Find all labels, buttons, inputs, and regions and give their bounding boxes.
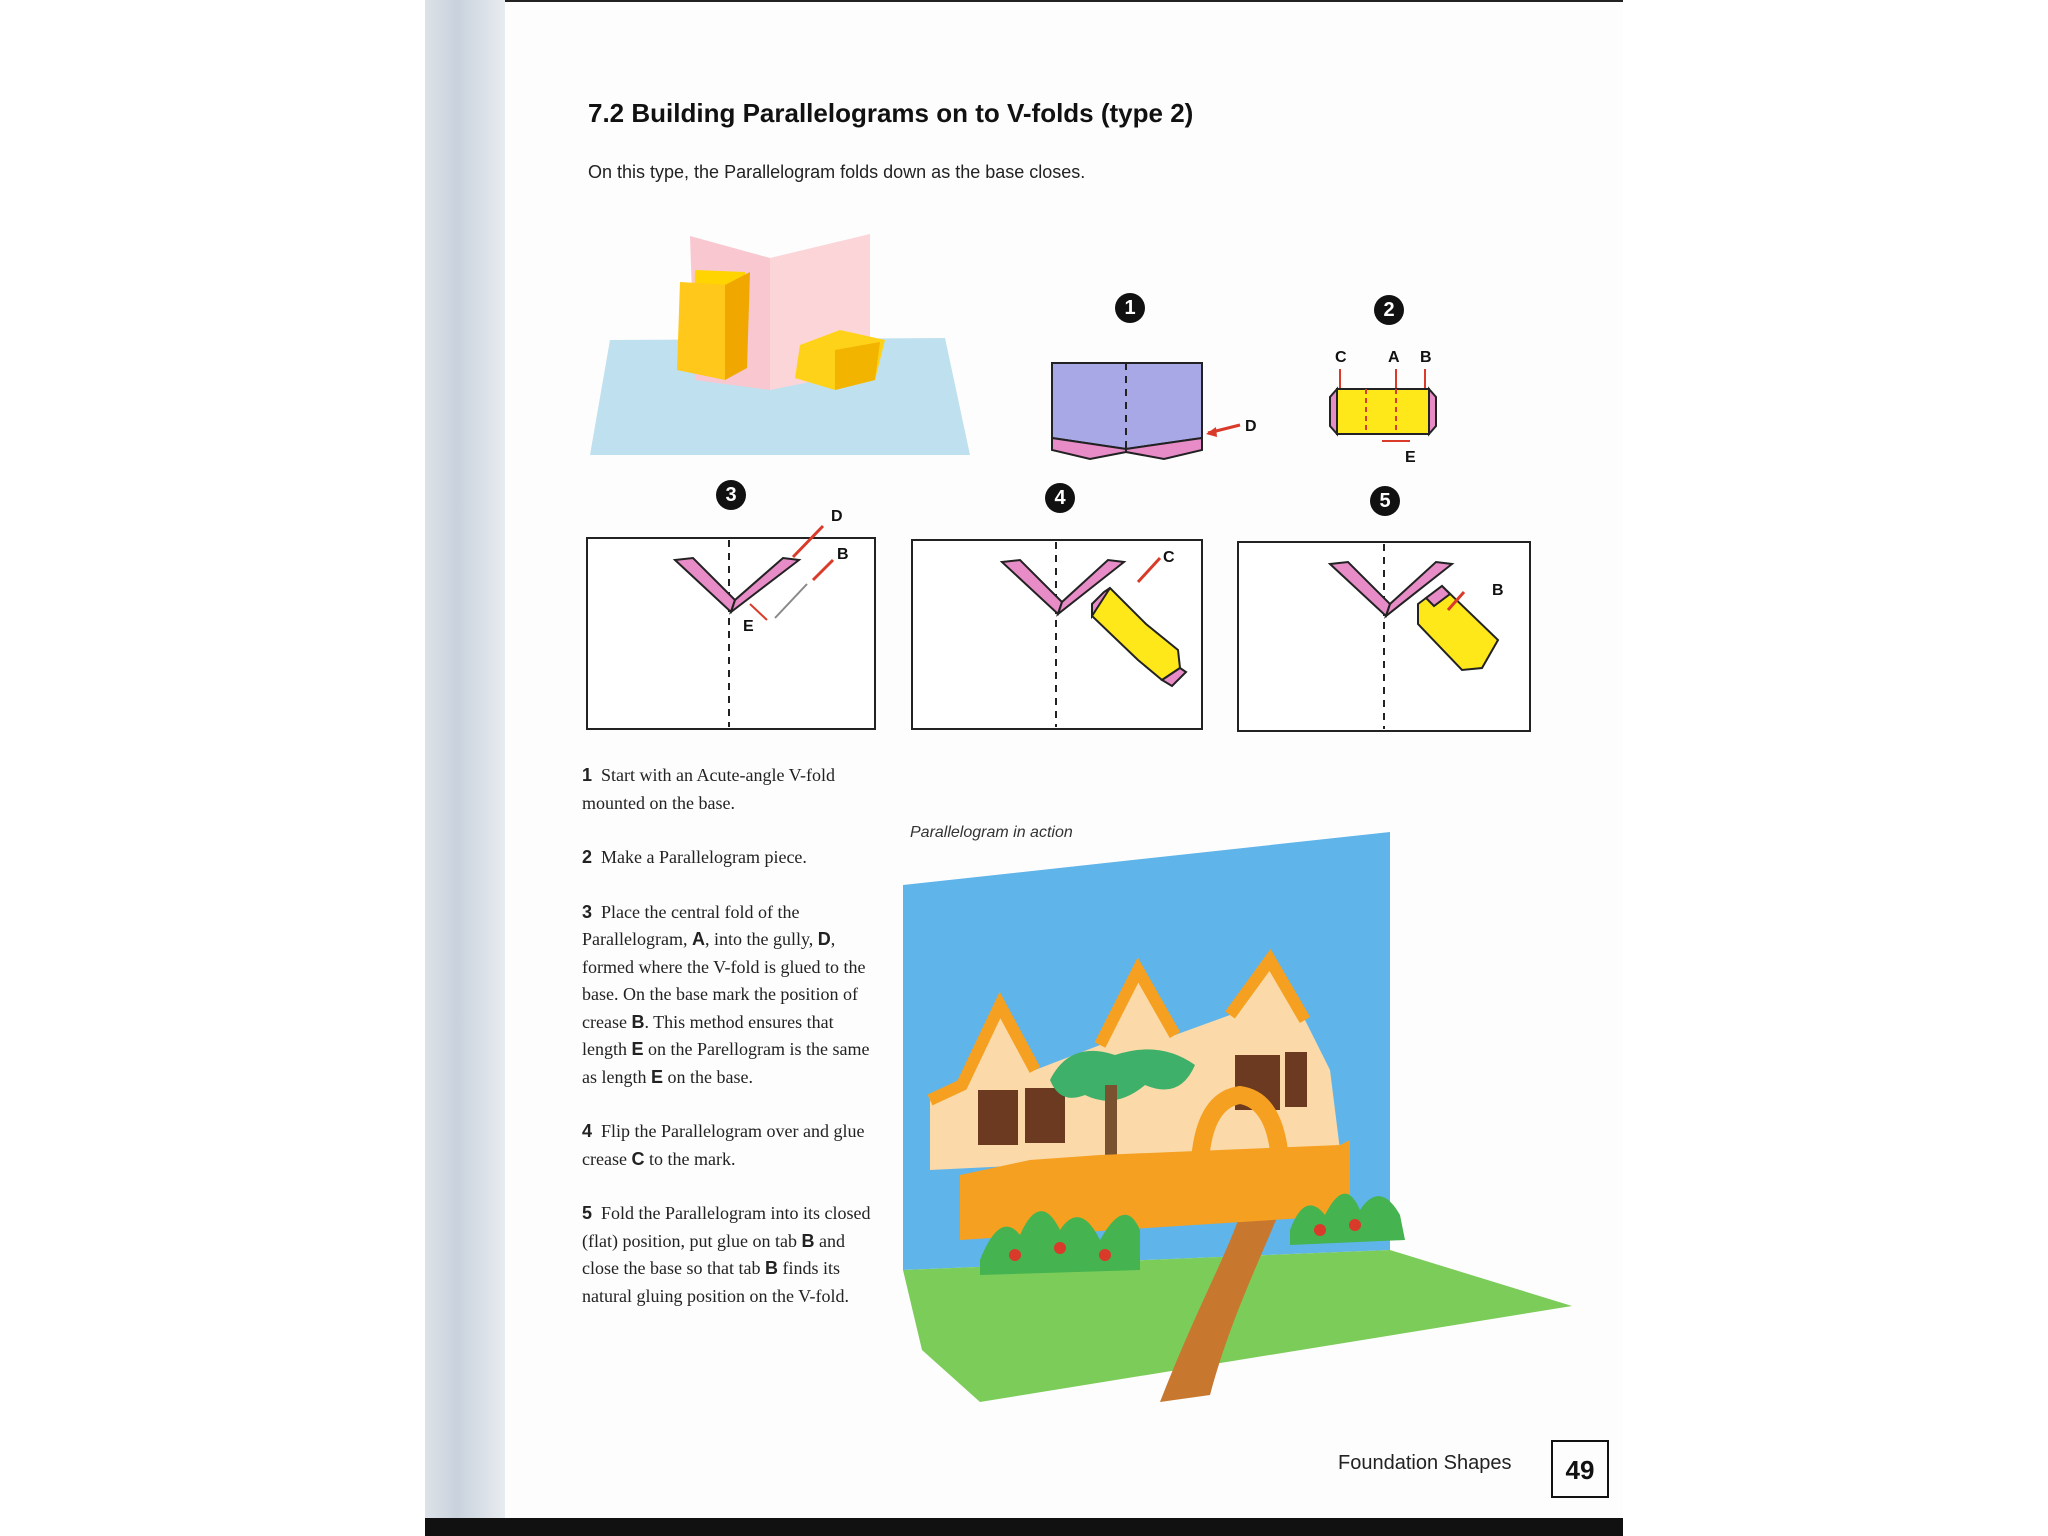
step-badge-5: 5 <box>1370 486 1400 516</box>
step-badge-2: 2 <box>1374 295 1404 325</box>
v-fold-model-photo <box>585 230 975 460</box>
step-1-diagram <box>1040 355 1270 465</box>
footer-chapter-label: Foundation Shapes <box>1338 1452 1512 1474</box>
page-top-edge <box>505 0 1623 2</box>
step-2-diagram <box>1320 345 1450 470</box>
book-spine <box>425 0 505 1518</box>
photo-caption: Parallelogram in action <box>910 824 1073 841</box>
section-subtitle: On this type, the Parallelogram folds down as the base closes. <box>588 162 1086 182</box>
step-badge-1: 1 <box>1115 293 1145 323</box>
label-e: E <box>1405 449 1416 466</box>
svg-text:B: B <box>1492 582 1504 599</box>
svg-text:B: B <box>837 546 849 563</box>
instructions-list <box>582 762 882 1337</box>
instruction-1: 1 Start with an Acute-angle V-fold mounted on the base. <box>582 765 835 813</box>
instruction-4: 4 Flip the Parallelogram over and glue crease C to the mark. <box>582 1121 865 1169</box>
svg-text:D: D <box>831 508 843 525</box>
label-a: A <box>1388 349 1400 366</box>
label-c: C <box>1335 349 1347 366</box>
svg-text:E: E <box>743 618 754 635</box>
pop-up-house-photo <box>900 830 1575 1405</box>
step-badge-4: 4 <box>1045 483 1075 513</box>
instruction-3: 3 Place the central fold of the Parallelogram, A, into the gully, D, formed where the V-fold is glued to the base. On the base mark the position of crease B. This method ensures that length E on the Parellogram is the same as length E on the base. <box>582 901 870 1087</box>
instruction-5: 5 Fold the Parallelogram into its closed (flat) position, put glue on tab B and close the base so that tab B finds its natural gluing position on the V-fold. <box>582 1203 871 1306</box>
step-4-diagram <box>910 500 1210 732</box>
step-3-diagram <box>585 500 885 732</box>
instruction-2: 2 Make a Parallelogram piece. <box>582 847 807 867</box>
page-number: 49 <box>1551 1440 1609 1498</box>
label-b: B <box>1420 349 1432 366</box>
section-title: 7.2 Building Parallelograms on to V-folds (type 2) <box>588 98 1194 128</box>
label-d: D <box>1245 418 1257 435</box>
step-5-diagram <box>1236 502 1536 734</box>
svg-text:C: C <box>1163 549 1175 566</box>
step-badge-3: 3 <box>716 480 746 510</box>
bottom-shadow <box>425 1518 1623 1536</box>
